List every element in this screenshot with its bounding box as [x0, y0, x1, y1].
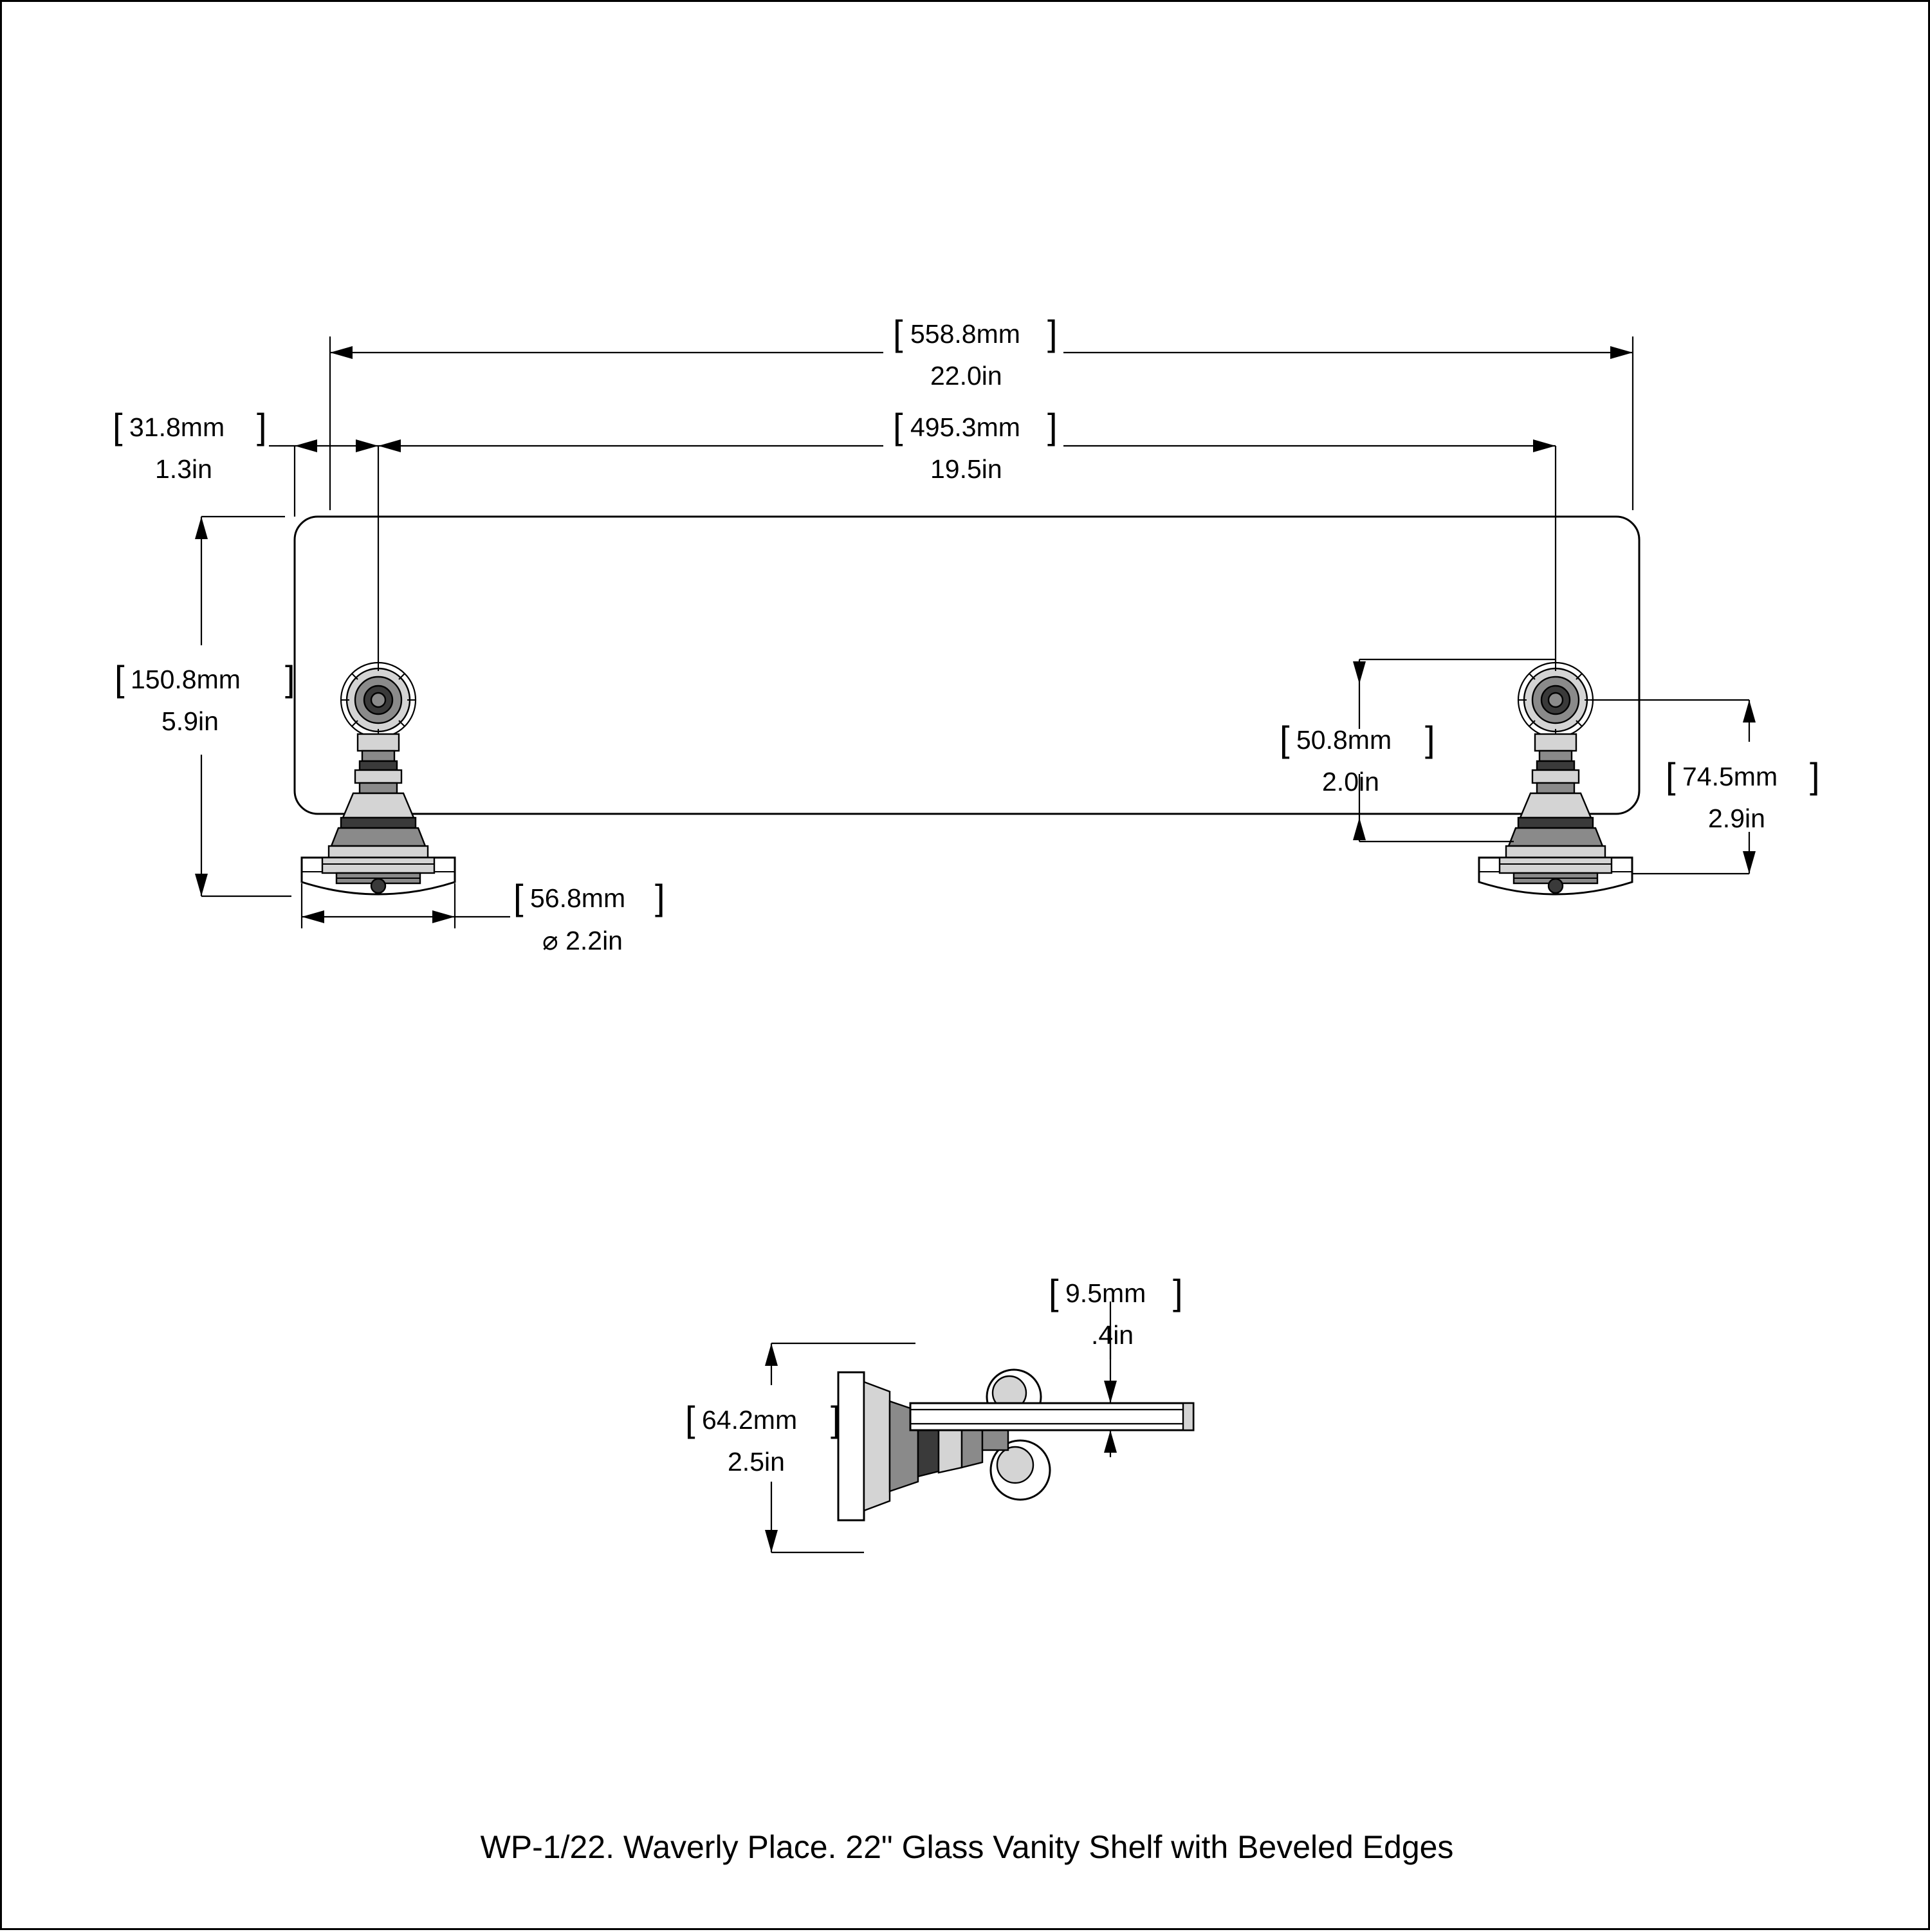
right-bracket: [1479, 663, 1632, 894]
dim-mount-spacing-mm: 495.3mm: [910, 412, 1020, 442]
bracket-open-thick: [: [1049, 1272, 1059, 1312]
dim-glass-height: [115, 517, 295, 896]
bracket-open-spacing: [: [893, 406, 903, 446]
dim-glass-height-mm: 150.8mm: [131, 665, 241, 694]
bracket-open-overall: [: [893, 313, 903, 353]
dim-glass-thickness-mm: 9.5mm: [1065, 1278, 1146, 1308]
dim-overall-width-in: 22.0in: [930, 361, 1002, 391]
dim-glass-thickness-in: .4in: [1091, 1320, 1134, 1350]
dim-mount-spacing: [378, 406, 1556, 663]
side-profile-view: [838, 1370, 1193, 1520]
dim-base-diameter-mm: 56.8mm: [530, 883, 626, 913]
bracket-close-basedia: ]: [655, 877, 665, 917]
dim-overall-width-mm: 558.8mm: [910, 319, 1020, 349]
bracket-open-offset: [: [113, 406, 123, 446]
dim-post-to-glass-in: 2.0in: [1322, 767, 1379, 796]
bracket-close-depth: ]: [831, 1399, 841, 1439]
drawing-caption: WP-1/22. Waverly Place. 22" Glass Vanity Shelf with Beveled Edges: [480, 1829, 1454, 1865]
bracket-close-spacing: ]: [1047, 406, 1058, 446]
dim-bracket-height: [1591, 700, 1820, 874]
bracket-open-bracketh: [: [1666, 755, 1676, 796]
left-bracket: [302, 663, 455, 894]
bracket-close-overall: ]: [1047, 313, 1058, 353]
dim-post-to-glass-mm: 50.8mm: [1296, 725, 1392, 755]
bracket-open-height: [: [115, 658, 125, 699]
dim-base-diameter-in: ⌀ 2.2in: [542, 926, 623, 955]
dim-mount-spacing-in: 19.5in: [930, 454, 1002, 484]
dim-edge-offset-in: 1.3in: [155, 454, 212, 484]
dim-glass-height-in: 5.9in: [161, 706, 219, 736]
bracket-close-post: ]: [1425, 719, 1435, 759]
glass-panel: [295, 517, 1639, 814]
bracket-close-offset: ]: [257, 406, 267, 446]
dim-overall-width: [330, 313, 1633, 391]
dim-side-depth-mm: 64.2mm: [702, 1405, 798, 1435]
dim-side-depth-in: 2.5in: [728, 1447, 785, 1477]
bracket-open-post: [: [1280, 719, 1290, 759]
bracket-open-basedia: [: [513, 877, 524, 917]
dim-edge-offset: [113, 406, 378, 517]
bracket-open-depth: [: [685, 1399, 695, 1439]
bracket-close-thick: ]: [1173, 1272, 1183, 1312]
bracket-close-bracketh: ]: [1810, 755, 1820, 796]
bracket-close-height: ]: [285, 658, 295, 699]
dim-bracket-height-mm: 74.5mm: [1682, 762, 1778, 791]
technical-drawing: [2, 2, 1930, 1932]
dim-edge-offset-mm: 31.8mm: [129, 412, 225, 442]
dim-bracket-height-in: 2.9in: [1708, 804, 1765, 833]
